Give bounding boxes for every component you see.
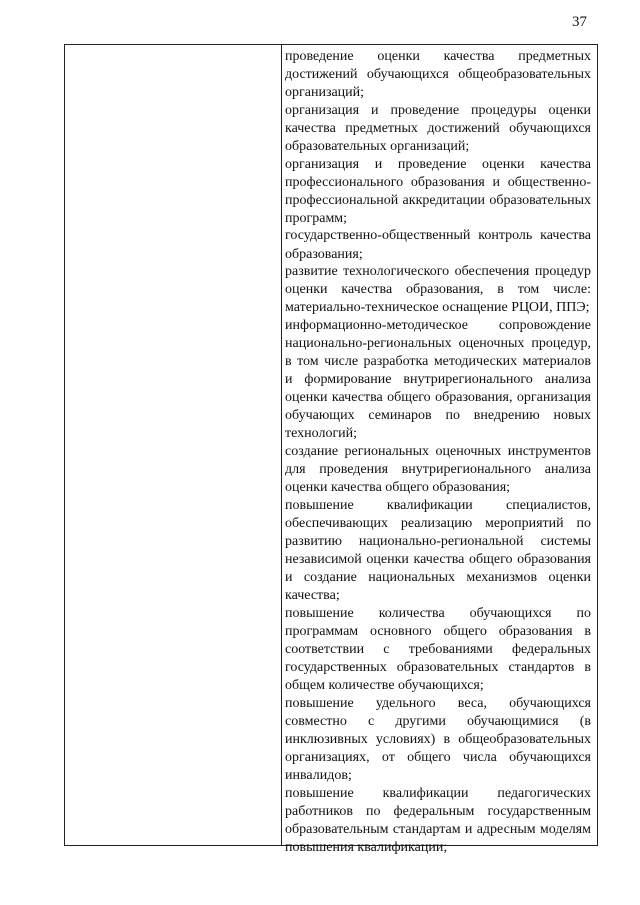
list-item: организация и проведение оценки качества профессионального образования и общественно-профессиональной аккредитации образовательных программ; <box>285 156 591 226</box>
list-item: повышение количества обучающихся по программам основного общего образования в соответствии с требованиями федеральных государственных образовательных стандартов в общем количестве обучающихся; <box>285 605 591 694</box>
column-divider <box>281 45 282 845</box>
list-item: развитие технологического обеспечения процедур оценки качества образования, в том числе: материально-техническое оснащение РЦОИ, ППЭ; <box>285 264 591 316</box>
list-item: проведение оценки качества предметных достижений обучающихся общеобразовательных организаций; <box>285 49 591 101</box>
list-item: повышение квалификации педагогических работников по федеральным государственным образовательным стандартам и адресным моделям повышения квалификации; <box>285 785 591 856</box>
list-item: организация и проведение процедуры оценки качества предметных достижений обучающихся образовательных организаций; <box>285 102 591 154</box>
left-cell-empty <box>65 45 281 845</box>
content-table <box>64 44 598 856</box>
list-item: информационно-методическое сопровождение национально-региональных оценочных процедур, в том числе разработка методических материалов и формирование внутрирегионального анализа оценки качества общего образования, организация обучающих семинаров по внедрению новых технологий; <box>285 317 591 442</box>
list-item: создание региональных оценочных инструментов для проведения внутрирегионального анализа оценки качества общего образования; <box>285 444 591 496</box>
page-number: 37 <box>572 14 587 30</box>
right-cell <box>285 48 591 856</box>
list-item: государственно-общественный контроль качества образования; <box>285 228 591 262</box>
list-item: повышение квалификации специалистов, обеспечивающих реализацию мероприятий по развитию национально-региональной системы независимой оценки качества общего образования и создание национальных механизмов оценки качества; <box>285 497 591 604</box>
list-item: повышение удельного веса, обучающихся совместно с другими обучающимися (в инклюзивных условиях) в общеобразовательных организациях, от общего числа обучающихся инвалидов; <box>285 695 591 784</box>
